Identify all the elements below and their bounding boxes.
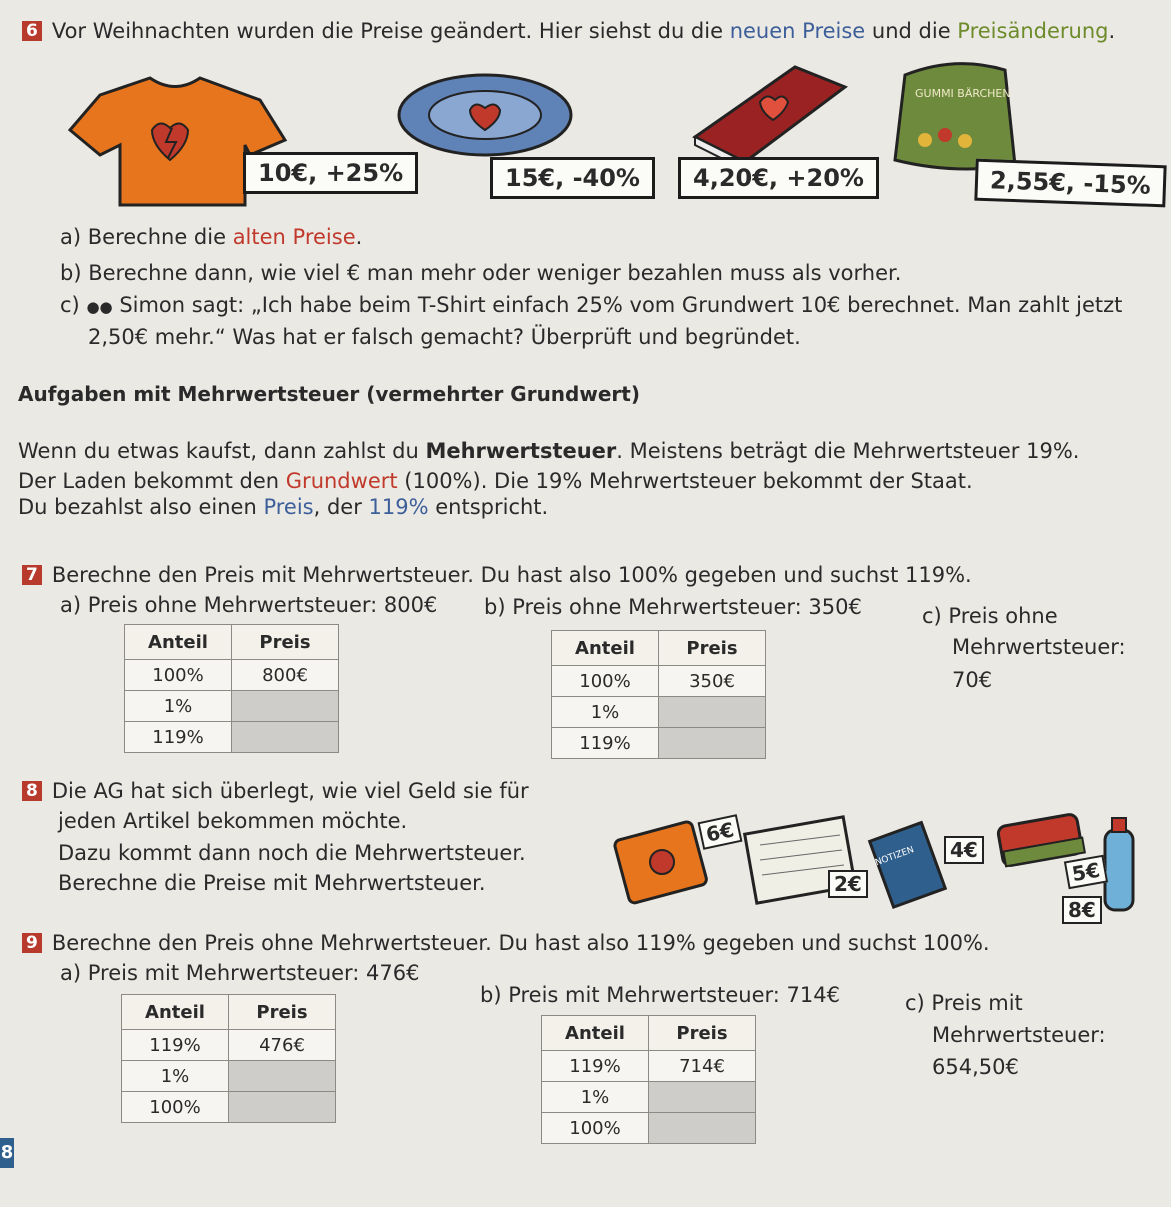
col-header-share: Anteil: [122, 995, 229, 1030]
task9-c1: c) Preis mit: [905, 991, 1023, 1015]
cell: 119%: [542, 1051, 649, 1082]
price-tag: 2€: [828, 870, 868, 898]
answer-cell[interactable]: [649, 1113, 756, 1144]
task7-a: a) Preis ohne Mehrwertsteuer: 800€: [60, 593, 438, 617]
price-tag-gummy: 2,55€, -15%: [974, 159, 1166, 208]
cell: 800€: [232, 660, 339, 691]
answer-cell[interactable]: [659, 728, 766, 759]
task8-l3: Dazu kommt dann noch die Mehrwertsteuer.: [58, 841, 526, 865]
task7-intro: 7 Berechne den Preis mit Mehrwertsteuer. Du hast also 100% gegeben und suchst 119%.: [22, 560, 972, 590]
task7-c2: Mehrwertsteuer:: [952, 635, 1126, 659]
cell: 476€: [229, 1030, 336, 1061]
task9-b: b) Preis mit Mehrwertsteuer: 714€: [480, 983, 840, 1007]
section-heading: Aufgaben mit Mehrwertsteuer (vermehrter Grundwert): [18, 382, 640, 406]
task8-l4: Berechne die Preise mit Mehrwertsteuer.: [58, 871, 486, 895]
answer-cell[interactable]: [229, 1092, 336, 1123]
price-tag-tshirt: 10€, +25%: [243, 152, 418, 194]
task-number: 6: [22, 21, 42, 41]
price-tag: 8€: [1062, 896, 1102, 924]
task7-b: b) Preis ohne Mehrwertsteuer: 350€: [484, 595, 862, 619]
cell: 119%: [125, 722, 232, 753]
task7-table-b: [551, 630, 766, 759]
answer-cell[interactable]: [232, 691, 339, 722]
notebook-label: NOTIZEN: [873, 845, 916, 869]
task6-a: a) Berechne die alten Preise.: [60, 225, 363, 249]
col-header-price: Preis: [659, 631, 766, 666]
col-header-share: Anteil: [542, 1016, 649, 1051]
task-number: 9: [22, 933, 42, 953]
task8-l1: 8 Die AG hat sich überlegt, wie viel Geld sie für: [22, 776, 529, 806]
cell: 119%: [122, 1030, 229, 1061]
cell: 714€: [649, 1051, 756, 1082]
answer-cell[interactable]: [649, 1082, 756, 1113]
notebook-illustration: [675, 62, 855, 167]
task9-table-a: [121, 994, 336, 1123]
page-number: 8: [0, 1138, 14, 1168]
cell: 100%: [552, 666, 659, 697]
price-tag-plate: 15€, -40%: [490, 157, 655, 199]
gummy-bag-illustration: [885, 55, 1025, 175]
cell: 100%: [125, 660, 232, 691]
task7-c1: c) Preis ohne: [922, 604, 1058, 628]
pencil-case-icon: [614, 821, 708, 904]
cell: 350€: [659, 666, 766, 697]
section-p1: Wenn du etwas kaufst, dann zahlst du Mehrwertsteuer. Meistens beträgt die Mehrwertsteuer 19%.: [18, 439, 1080, 463]
price-tag: 4€: [944, 836, 984, 864]
task6-b: b) Berechne dann, wie viel € man mehr oder weniger bezahlen muss als vorher.: [60, 261, 902, 285]
partner-work-icon: ●●: [86, 298, 113, 316]
plate-illustration: [395, 70, 575, 160]
task7-table-a: [124, 624, 339, 753]
task9-table-b: [541, 1015, 756, 1144]
section-p3: Du bezahlst also einen Preis, der 119% entspricht.: [18, 495, 549, 519]
col-header-share: Anteil: [552, 631, 659, 666]
task7-c3: 70€: [952, 668, 993, 692]
cell: 100%: [542, 1113, 649, 1144]
cell: 100%: [122, 1092, 229, 1123]
col-header-price: Preis: [649, 1016, 756, 1051]
cell: 1%: [552, 697, 659, 728]
task-number: 7: [22, 565, 42, 585]
task8-l2: jeden Artikel bekommen möchte.: [58, 809, 408, 833]
bag-text: GUMMI BÄRCHEN: [915, 87, 1011, 100]
task9-a: a) Preis mit Mehrwertsteuer: 476€: [60, 961, 420, 985]
task6-intro: 6 Vor Weihnachten wurden die Preise geändert. Hier siehst du die neuen Preise und die Preisänderung.: [22, 16, 1115, 46]
cell: 1%: [125, 691, 232, 722]
price-tag: 5€: [1064, 855, 1108, 889]
answer-cell[interactable]: [229, 1061, 336, 1092]
task6-c: c) ●● Simon sagt: „Ich habe beim T-Shirt einfach 25% vom Grundwert 10€ berechnet. Man zahlt jetzt: [60, 293, 1123, 317]
answer-cell[interactable]: [232, 722, 339, 753]
answer-cell[interactable]: [659, 697, 766, 728]
task-number: 8: [22, 781, 42, 801]
lunchbox-icon: [997, 813, 1085, 866]
price-tag-notebook: 4,20€, +20%: [678, 157, 879, 199]
cell: 1%: [542, 1082, 649, 1113]
col-header-price: Preis: [229, 995, 336, 1030]
task9-intro: 9 Berechne den Preis ohne Mehrwertsteuer. Du hast also 119% gegeben und suchst 100%.: [22, 928, 990, 958]
cell: 1%: [122, 1061, 229, 1092]
task9-c3: 654,50€: [932, 1055, 1019, 1079]
cell: 119%: [552, 728, 659, 759]
col-header-price: Preis: [232, 625, 339, 660]
notebook-icon: [870, 823, 946, 908]
section-p2: Der Laden bekommt den Grundwert (100%). Die 19% Mehrwertsteuer bekommt der Staat.: [18, 469, 973, 493]
bottle-icon: [1105, 818, 1133, 910]
price-tag: 6€: [698, 814, 743, 850]
task6-c-line2: 2,50€ mehr.“ Was hat er falsch gemacht? Überprüft und begründet.: [88, 325, 801, 349]
task9-c2: Mehrwertsteuer:: [932, 1023, 1106, 1047]
col-header-share: Anteil: [125, 625, 232, 660]
